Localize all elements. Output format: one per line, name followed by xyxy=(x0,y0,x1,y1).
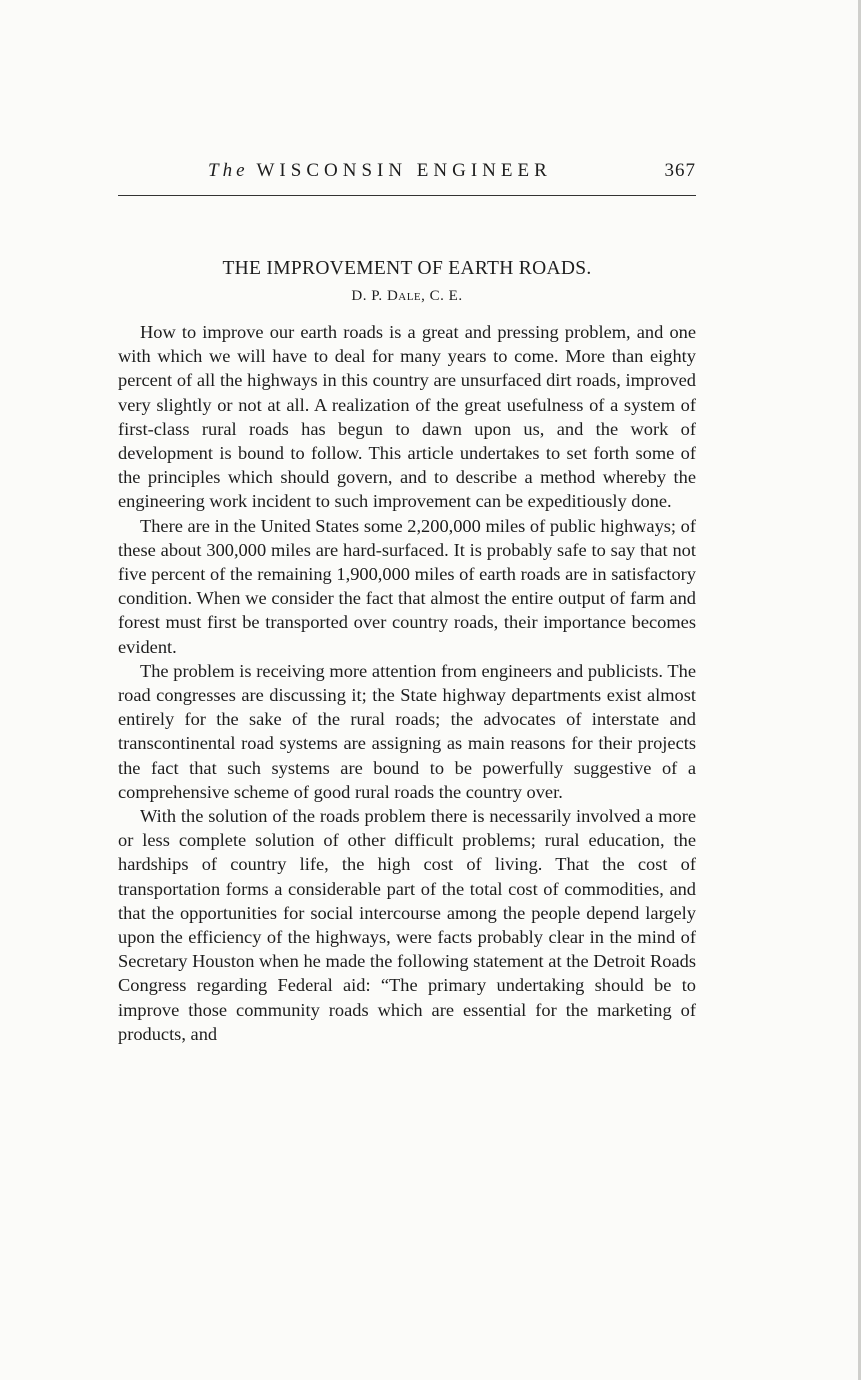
author-degree: C. E. xyxy=(429,288,463,304)
article-body xyxy=(118,320,696,1046)
journal-name xyxy=(208,160,552,182)
author-initials: D. P. xyxy=(351,288,383,304)
paragraph-4: With the solution of the roads problem there is necessarily involved a more or less complete solution of other difficult problems; rural education, the hardships of country life, the high cost of living. That the cost of transportation forms a considerable part of the total cost of commodities, and that the opportunities for social intercourse among the people depend largely upon the efficiency of the highways, were facts probably clear in the mind of Secretary Houston when he made the following statement at the Detroit Roads Congress regarding Federal aid: “The primary undertaking should be to improve those community roads which are essential for the marketing of products, and xyxy=(118,806,696,1044)
paragraph-3: The problem is receiving more attention from engineers and publicists. The road congresses are discussing it; the State highway departments exist almost entirely for the sake of the rural roads; the advocates of interstate and transcontinental road systems are assigning as main reasons for their projects the fact that such systems are bound to be powerfully suggestive of a comprehensive scheme of good rural roads the country over. xyxy=(118,660,696,802)
page-number: 367 xyxy=(664,160,696,181)
running-head xyxy=(118,160,696,186)
article-title: THE IMPROVEMENT OF EARTH ROADS. xyxy=(222,258,592,279)
paragraph-1: How to improve our earth roads is a great and pressing problem, and one with which we will have to deal for many years to come. More than eighty percent of all the highways in this country are unsurfaced dirt roads, improved very slightly or not at all. A realization of the great usefulness of a system of first-class rural roads has begun to dawn upon us, and the work of development is bound to follow. This article undertakes to set forth some of the principles which should govern, and to describe a method whereby the engineering work incident to such improvement can be expeditiously done. xyxy=(118,322,696,512)
byline xyxy=(118,288,696,305)
author-surname: Dale, xyxy=(386,288,426,304)
header-rule xyxy=(118,195,696,196)
paragraph-2: There are in the United States some 2,200,000 miles of public highways; of these about 300,000 miles are hard-surfaced. It is probably safe to say that not five percent of the remaining 1,900,000 miles of earth roads are in satisfactory condition. When we consider the fact that almost the entire output of farm and forest must first be transported over country roads, their importance becomes evident. xyxy=(118,515,696,657)
journal-prefix: The xyxy=(208,160,249,181)
journal-title: WISCONSIN ENGINEER xyxy=(256,160,552,181)
